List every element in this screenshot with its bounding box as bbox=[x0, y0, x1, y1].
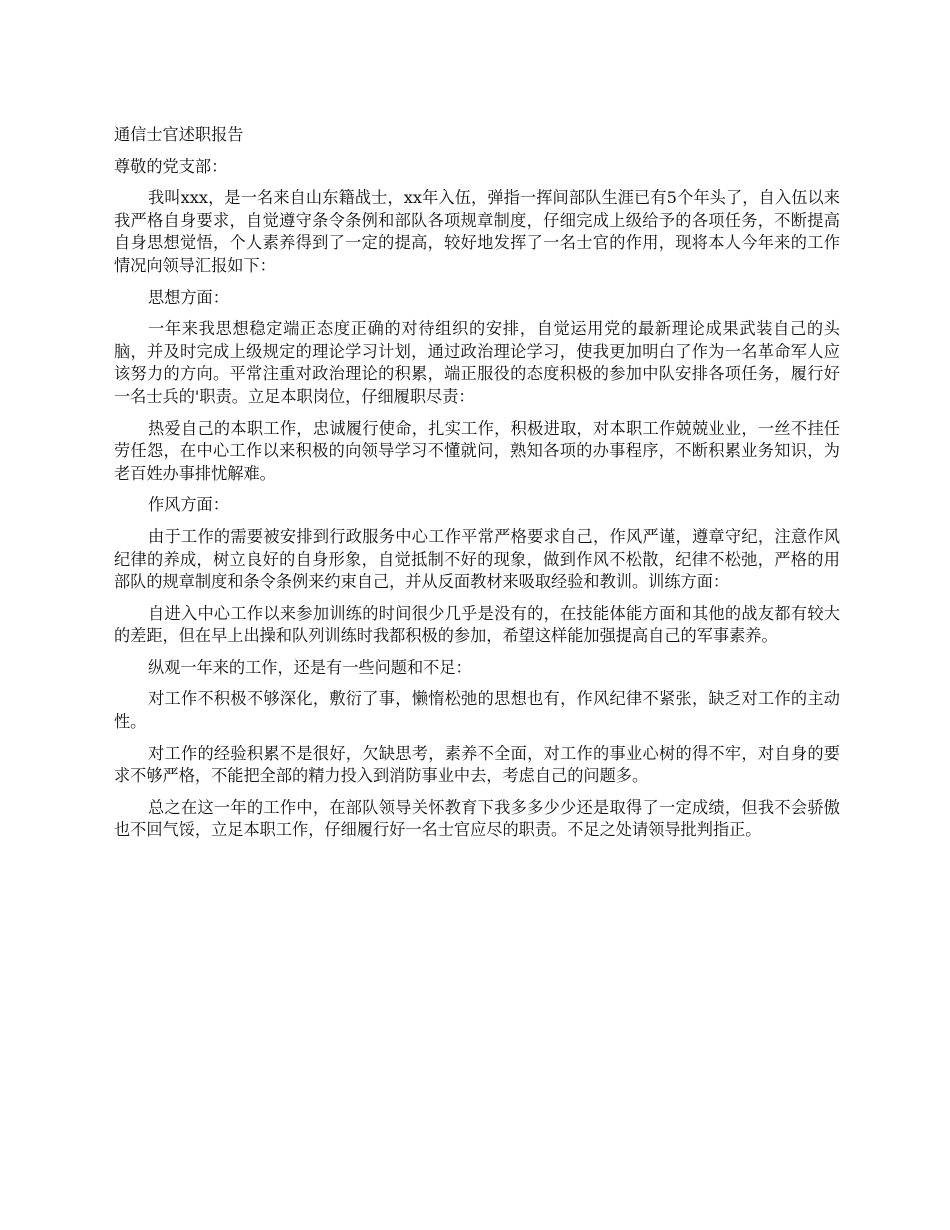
paragraph-shortcoming-1: 对工作不积极不够深化，敷衍了事，懒惰松弛的思想也有，作风纪律不紧张，缺乏对工作的主动性。 bbox=[114, 689, 840, 732]
paragraph-review: 纵观一年来的工作，还是有一些问题和不足： bbox=[148, 657, 472, 677]
paragraph-training: 自进入中心工作以来参加训练的时间很少几乎是没有的，在技能体能方面和其他的战友都有较大的差距，但在早上出操和队列训练时我都积极的参加，希望这样能加强提高自己的军事素养。 bbox=[114, 603, 840, 646]
paragraph-thought: 一年来我思想稳定端正态度正确的对待组织的安排，自觉运用党的最新理论成果武装自己的头脑，并及时完成上级规定的理论学习计划，通过政治理论学习，使我更加明白了作为一名革命军人应该努力的方向。平常注重对政治理论的积累，端正服役的态度积极的参加中队安排各项任务，履行好一名士兵的'职责。立足本职岗位，仔细履职尽责： bbox=[114, 319, 840, 406]
paragraph-shortcoming-2: 对工作的经验积累不是很好，欠缺思考，素养不全面，对工作的事业心树的得不牢，对自身的要求不够严格，不能把全部的精力投入到消防事业中去，考虑自己的问题多。 bbox=[114, 743, 840, 786]
paragraph-conclusion: 总之在这一年的工作中，在部队领导关怀教育下我多多少少还是取得了一定成绩，但我不会骄傲也不回气馁，立足本职工作，仔细履行好一名士官应尽的职责。不足之处请领导批判指正。 bbox=[114, 797, 840, 840]
document-title: 通信士官述职报告 bbox=[114, 125, 244, 144]
salutation: 尊敬的党支部： bbox=[114, 156, 228, 176]
paragraph-style: 由于工作的需要被安排到行政服务中心工作平常严格要求自己，作风严谨，遵章守纪，注意作风纪律的养成，树立良好的自身形象，自觉抵制不好的现象，做到作风不松散，纪律不松弛，严格的用部队的规章制度和条令条例来约束自己，并从反面教材来吸取经验和教训。训练方面： bbox=[114, 526, 840, 592]
section-heading-style: 作风方面： bbox=[148, 495, 229, 515]
document-body bbox=[114, 124, 840, 851]
section-heading-thought: 思想方面： bbox=[148, 287, 229, 307]
paragraph-intro: 我叫xxx，是一名来自山东籍战士，xx年入伍，弹指一挥间部队生涯已有5个年头了，自入伍以来我严格自身要求，自觉遵守条令条例和部队各项规章制度，仔细完成上级给予的各项任务，不断提高自身思想觉悟，个人素养得到了一定的提高，较好地发挥了一名士官的作用，现将本人今年来的工作情况向领导汇报如下： bbox=[114, 188, 840, 275]
paragraph-duty: 热爱自己的本职工作，忠诚履行使命，扎实工作，积极进取，对本职工作兢兢业业，一丝不挂任劳任怨，在中心工作以来积极的向领导学习不懂就问，熟知各项的办事程序，不断积累业务知识，为老百姓办事排忧解难。 bbox=[114, 418, 840, 483]
